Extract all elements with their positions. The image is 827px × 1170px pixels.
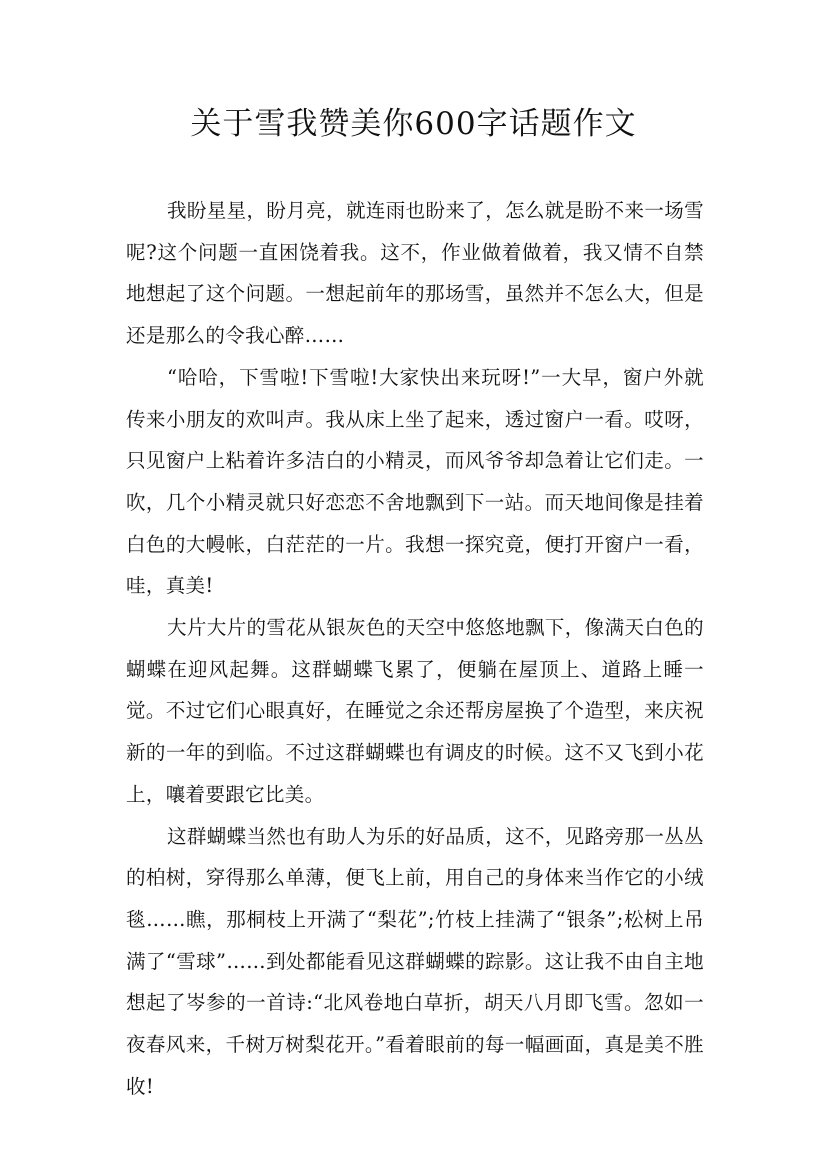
document-title: 关于雪我赞美你600字话题作文: [190, 106, 637, 142]
document-body: [126, 190, 704, 1107]
paragraph-1: 我盼星星，盼月亮，就连雨也盼来了，怎么就是盼不来一场雪呢?这个问题一直困饶着我。这不，作业做着做着，我又情不自禁地想起了这个问题。一想起前年的那场雪，虽然并不怎么大，但是还是那么的令我心醉……: [126, 199, 704, 348]
paragraph-4: 这群蝴蝶当然也有助人为乐的好品质，这不，见路旁那一丛丛的柏树，穿得那么单薄，便飞上前，用自己的身体来当作它的小绒毯……瞧，那桐枝上开满了“梨花”;竹枝上挂满了“银条”;松树上吊满了“雪球”……到处都能看见这群蝴蝶的踪影。这让我不由自主地想起了岑参的一首诗:“北风卷地白草折，胡天八月即飞雪。忽如一夜春风来，千树万树梨花开。”看着眼前的每一幅画面，真是美不胜收!: [126, 824, 704, 1098]
paragraph-3: 大片大片的雪花从银灰色的天空中悠悠地飘下，像满天白色的蝴蝶在迎风起舞。这群蝴蝶飞累了，便躺在屋顶上、道路上睡一觉。不过它们心眼真好，在睡觉之余还帮房屋换了个造型，来庆祝新的一年的到临。不过这群蝴蝶也有调皮的时候。这不又飞到小花上，嚷着要跟它比美。: [126, 616, 704, 806]
paragraph-2: “哈哈，下雪啦!下雪啦!大家快出来玩呀!”一大早，窗户外就传来小朋友的欢叫声。我从床上坐了起来，透过窗户一看。哎呀，只见窗户上粘着许多洁白的小精灵，而风爷爷却急着让它们走。一吹，几个小精灵就只好恋恋不舍地飘到下一站。而天地间像是挂着白色的大幔帐，白茫茫的一片。我想一探究竟，便打开窗户一看，哇，真美!: [126, 365, 704, 598]
